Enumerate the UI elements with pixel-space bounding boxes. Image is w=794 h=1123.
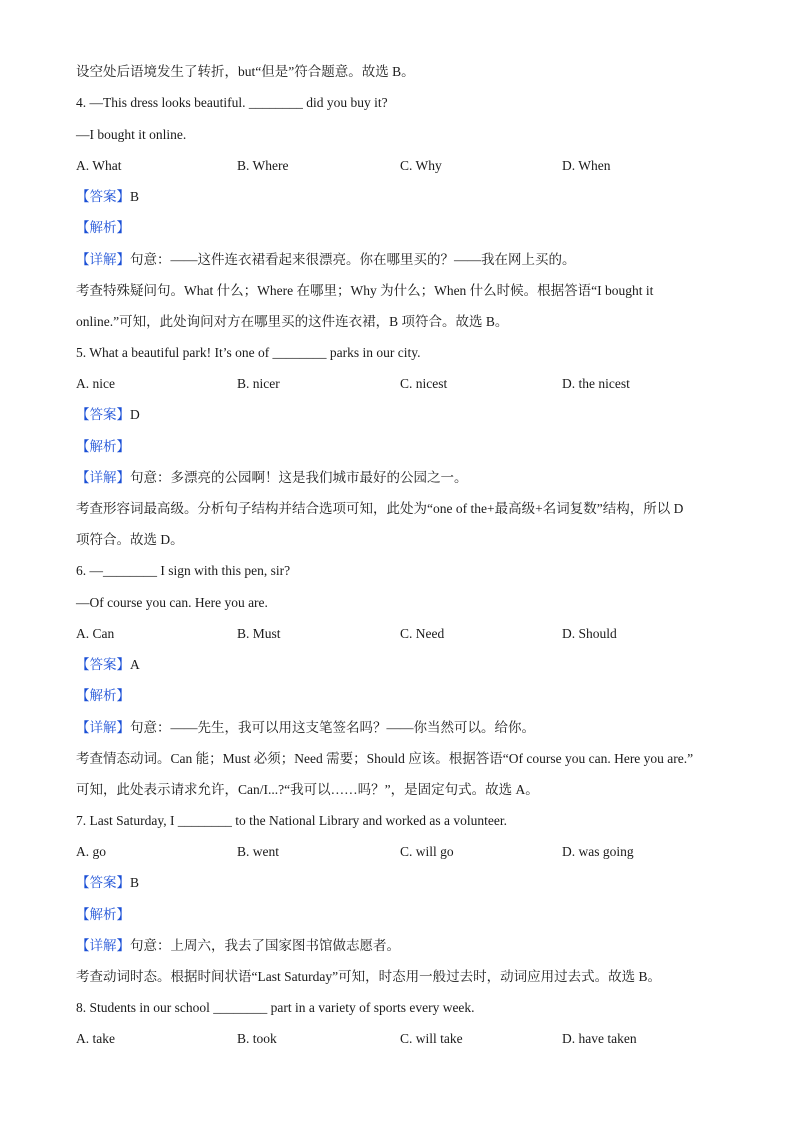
question-7-explain-1: 考查动词时态。根据时间状语“Last Saturday”可知，时态用一般过去时，动词应用过去式。故选 B。 — [76, 969, 661, 984]
option-d: D. When — [562, 158, 611, 173]
option-c: C. Why — [400, 158, 442, 173]
option-d: D. the nicest — [562, 376, 630, 391]
answer-tag: 【答案】 — [76, 875, 130, 890]
analysis-tag: 【解析】 — [76, 220, 130, 235]
question-5-explain-1: 考查形容词最高级。分析句子结构并结合选项可知，此处为“one of the+最高级+名词复数”结构，所以 D — [76, 501, 684, 516]
detail-text: 句意：多漂亮的公园啊！这是我们城市最好的公园之一。 — [130, 470, 468, 485]
question-4-stem: 4. —This dress looks beautiful. ________ did you buy it? — [76, 95, 388, 110]
option-b: B. went — [237, 844, 279, 859]
detail-tag: 【详解】 — [76, 720, 130, 735]
question-6-explain-2: 可知，此处表示请求允许，Can/I...?“我可以……吗？”，是固定句式。故选 A。 — [76, 782, 539, 797]
option-c: C. nicest — [400, 376, 448, 391]
answer-tag: 【答案】 — [76, 657, 130, 672]
question-5-analysis — [76, 438, 718, 456]
detail-text: 句意：上周六，我去了国家图书馆做志愿者。 — [130, 938, 400, 953]
option-d: D. have taken — [562, 1031, 637, 1046]
detail-tag: 【详解】 — [76, 938, 130, 953]
detail-text: 句意：——先生，我可以用这支笔签名吗？——你当然可以。给你。 — [130, 720, 535, 735]
question-4-reply: —I bought it online. — [76, 127, 187, 142]
question-6-detail — [76, 719, 718, 737]
detail-tag: 【详解】 — [76, 252, 130, 267]
analysis-tag: 【解析】 — [76, 688, 130, 703]
analysis-tag: 【解析】 — [76, 907, 130, 922]
option-b: B. Where — [237, 158, 289, 173]
option-a: A. go — [76, 844, 106, 859]
answer-value: A — [130, 657, 140, 672]
option-a: A. nice — [76, 376, 115, 391]
question-7-detail — [76, 937, 718, 955]
detail-text: 句意：——这件连衣裙看起来很漂亮。你在哪里买的？——我在网上买的。 — [130, 252, 576, 267]
detail-tag: 【详解】 — [76, 470, 130, 485]
option-b: B. nicer — [237, 376, 280, 391]
question-4-explain-1: 考查特殊疑问句。What 什么；Where 在哪里；Why 为什么；When 什么时候。根据答语“I bought it — [76, 283, 654, 298]
answer-value: D — [130, 407, 140, 422]
option-b: B. Must — [237, 626, 281, 641]
question-7-stem: 7. Last Saturday, I ________ to the National Library and worked as a volunteer. — [76, 813, 508, 828]
option-d: D. Should — [562, 626, 617, 641]
question-8-stem: 8. Students in our school ________ part in a variety of sports every week. — [76, 1000, 475, 1015]
question-5-explain-2: 项符合。故选 D。 — [76, 532, 184, 547]
option-a: A. take — [76, 1031, 115, 1046]
question-5-detail — [76, 469, 718, 487]
option-d: D. was going — [562, 844, 634, 859]
question-6-explain-1: 考查情态动词。Can 能；Must 必须；Need 需要；Should 应该。根据答语“Of course you can. Here you are.” — [76, 751, 694, 766]
question-7-analysis — [76, 906, 718, 924]
option-c: C. will take — [400, 1031, 463, 1046]
answer-tag: 【答案】 — [76, 407, 130, 422]
answer-value: B — [130, 189, 140, 204]
explanation-line: 设空处后语境发生了转折，but“但是”符合题意。故选 B。 — [76, 64, 415, 79]
question-7-answer — [76, 874, 718, 892]
question-6-analysis — [76, 687, 718, 705]
option-c: C. Need — [400, 626, 445, 641]
question-5-answer — [76, 406, 718, 424]
option-b: B. took — [237, 1031, 277, 1046]
question-6-reply: —Of course you can. Here you are. — [76, 595, 268, 610]
question-6-answer — [76, 656, 718, 674]
question-4-detail — [76, 251, 718, 269]
answer-value: B — [130, 875, 140, 890]
analysis-tag: 【解析】 — [76, 439, 130, 454]
question-6-stem: 6. —________ I sign with this pen, sir? — [76, 563, 291, 578]
answer-tag: 【答案】 — [76, 189, 130, 204]
question-5-stem: 5. What a beautiful park! It’s one of ________ parks in our city. — [76, 345, 421, 360]
question-4-analysis — [76, 219, 718, 237]
option-a: A. What — [76, 158, 122, 173]
option-a: A. Can — [76, 626, 115, 641]
option-c: C. will go — [400, 844, 454, 859]
question-4-answer — [76, 188, 718, 206]
question-4-explain-2: online.”可知，此处询问对方在哪里买的这件连衣裙，B 项符合。故选 B。 — [76, 314, 509, 329]
